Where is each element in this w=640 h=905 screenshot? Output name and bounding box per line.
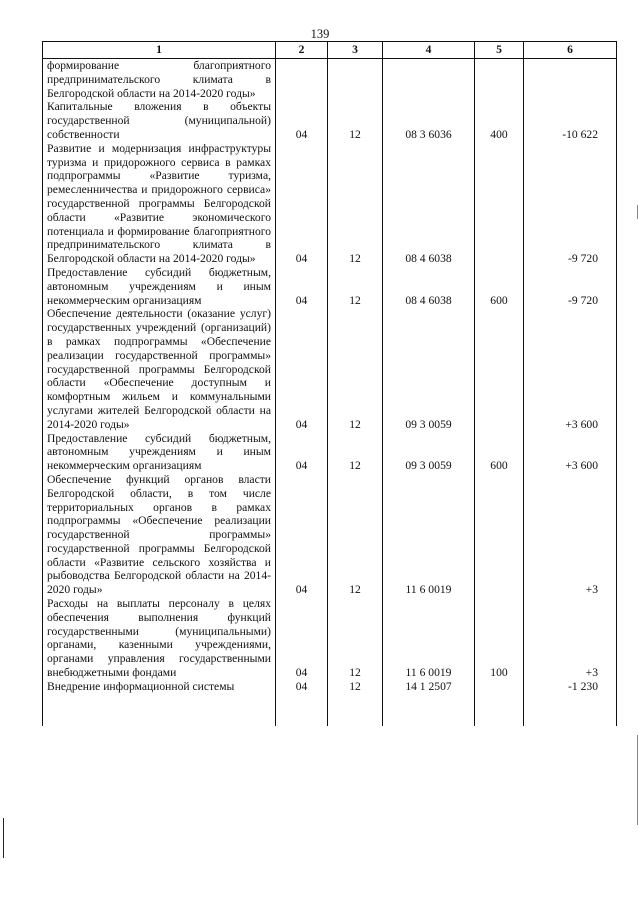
table-row (43, 432, 617, 473)
target-article-code: 11 6 0019 (383, 473, 475, 597)
row-description: формирование благоприятного предпринимательского климата в Белгородской области на 2014-2020 годы» (43, 59, 276, 101)
row-description: Обеспечение функций органов власти Белгородской области, в том числе территориальных органов в рамках подпрограммы «Обеспечение реализации государственной программы» государственной программы Белгородской области «Развитие сельского хозяйства и рыбоводства Белгородской области на 2014-2020 годы» (43, 473, 276, 597)
page-number: 139 (310, 27, 330, 41)
column-header-1: 1 (43, 42, 276, 59)
table-row (43, 59, 617, 101)
column-header-5: 5 (475, 42, 524, 59)
section-code: 04 (276, 100, 328, 141)
table-row (43, 142, 617, 266)
subsection-code: 12 (328, 307, 383, 431)
row-description: Развитие и модернизация инфраструктуры туризма и придорожного сервиса в рамках подпрограммы «Развитие туризма, ремесленничества и придорожного сервиса» государственной программы Белгородской области «Развитие экономического потенциала и формирование благоприятного предпринимательского климата в Белгородской области на 2014-2020 годы» (43, 142, 276, 266)
expense-type-code (475, 142, 524, 266)
section-code (276, 59, 328, 101)
amount: -1 230 (524, 680, 617, 726)
expense-type-code (475, 473, 524, 597)
scan-artifact (637, 735, 638, 825)
amount: -10 622 (524, 100, 617, 141)
target-article-code: 09 3 0059 (383, 432, 475, 473)
subsection-code: 12 (328, 100, 383, 141)
table-row (43, 100, 617, 141)
expense-type-code (475, 680, 524, 726)
amount: +3 600 (524, 432, 617, 473)
expense-type-code (475, 307, 524, 431)
column-header-6: 6 (524, 42, 617, 59)
table-row (43, 307, 617, 431)
section-code: 04 (276, 473, 328, 597)
target-article-code (383, 59, 475, 101)
row-description: Предоставление субсидий бюджетным, автономным учреждениям и иным некоммерческим организациям (43, 266, 276, 307)
section-code: 04 (276, 266, 328, 307)
table-row (43, 680, 617, 726)
subsection-code: 12 (328, 266, 383, 307)
table-row (43, 266, 617, 307)
amount: +3 600 (524, 307, 617, 431)
section-code: 04 (276, 680, 328, 726)
expense-type-code: 400 (475, 100, 524, 141)
section-code: 04 (276, 142, 328, 266)
amount: -9 720 (524, 142, 617, 266)
subsection-code: 12 (328, 473, 383, 597)
expense-type-code: 600 (475, 266, 524, 307)
target-article-code: 08 3 6036 (383, 100, 475, 141)
section-code: 04 (276, 597, 328, 680)
amount: -9 720 (524, 266, 617, 307)
scan-artifact (637, 205, 638, 219)
row-description: Расходы на выплаты персоналу в целях обеспечения выполнения функций государственными (муниципальными) органами, казенными учреждениями, органами управления государственными внебюджетными фондами (43, 597, 276, 680)
expense-type-code (475, 59, 524, 101)
subsection-code: 12 (328, 432, 383, 473)
target-article-code: 09 3 0059 (383, 307, 475, 431)
target-article-code: 11 6 0019 (383, 597, 475, 680)
table-row (43, 473, 617, 597)
target-article-code: 08 4 6038 (383, 142, 475, 266)
amount (524, 59, 617, 101)
row-description: Обеспечение деятельности (оказание услуг) государственных учреждений (организаций) в рамках подпрограммы «Обеспечение реализации государственной программы» государственной программы Белгородской области «Обеспечение доступным и комфортным жильем и коммунальными услугами жителей Белгородской области на 2014-2020 годы» (43, 307, 276, 431)
column-header-2: 2 (276, 42, 328, 59)
row-description: Внедрение информационной системы (43, 680, 276, 726)
subsection-code (328, 59, 383, 101)
budget-table (42, 41, 617, 726)
amount: +3 (524, 473, 617, 597)
expense-type-code: 600 (475, 432, 524, 473)
margin-mark (3, 818, 4, 858)
expense-type-code: 100 (475, 597, 524, 680)
subsection-code: 12 (328, 680, 383, 726)
target-article-code: 14 1 2507 (383, 680, 475, 726)
section-code: 04 (276, 432, 328, 473)
header-row (43, 42, 617, 59)
section-code: 04 (276, 307, 328, 431)
row-description: Капитальные вложения в объекты государственной (муниципальной) собственности (43, 100, 276, 141)
table-row (43, 597, 617, 680)
column-header-3: 3 (328, 42, 383, 59)
row-description: Предоставление субсидий бюджетным, автономным учреждениям и иным некоммерческим организациям (43, 432, 276, 473)
subsection-code: 12 (328, 597, 383, 680)
target-article-code: 08 4 6038 (383, 266, 475, 307)
column-header-4: 4 (383, 42, 475, 59)
subsection-code: 12 (328, 142, 383, 266)
amount: +3 (524, 597, 617, 680)
